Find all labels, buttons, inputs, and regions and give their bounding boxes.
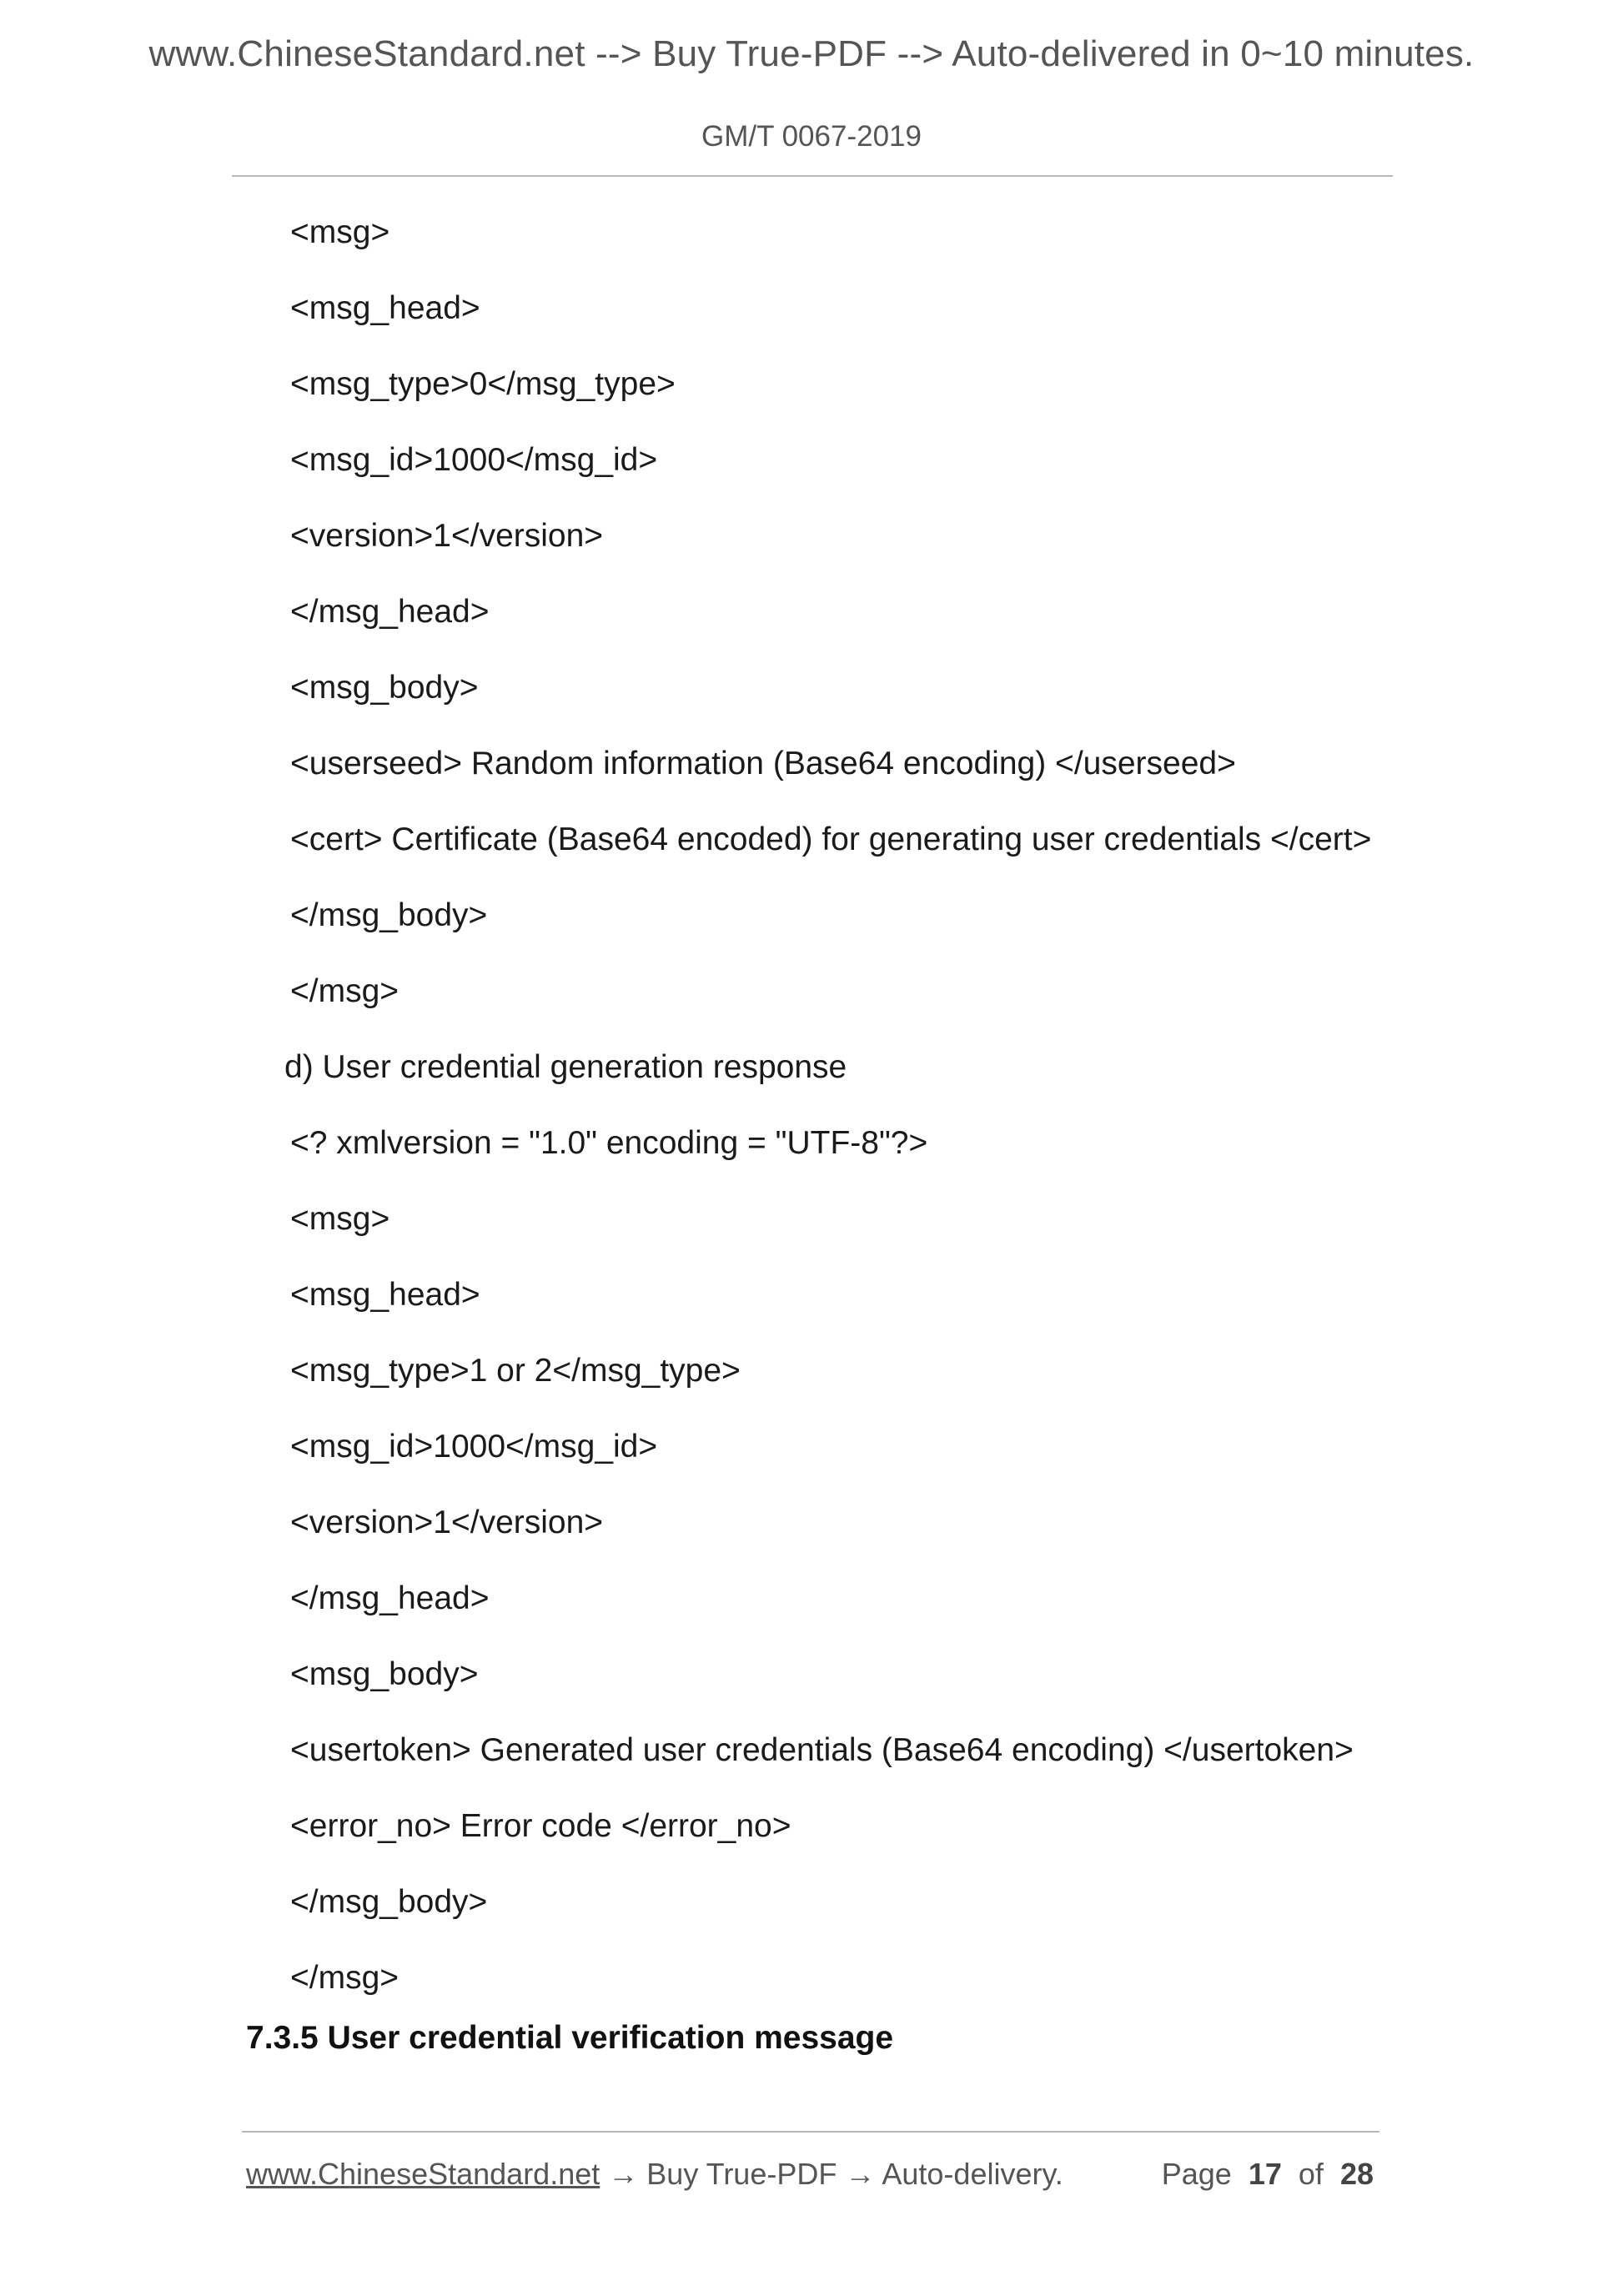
code-line: <msg> [290,214,390,250]
arrow-right-icon: → [608,2157,639,2191]
code-line: <msg_head> [290,1277,480,1313]
code-line: <msg> [290,1201,390,1237]
code-line: <userseed> Random information (Base64 encoding) </userseed> [290,746,1236,781]
code-line: <msg_type>1 or 2</msg_type> [290,1353,741,1389]
code-line: </msg_body> [290,1884,488,1920]
code-line: </msg_head> [290,594,490,630]
of-label: of [1298,2157,1324,2191]
footer-divider [242,2131,1379,2133]
header-divider [232,175,1393,177]
code-line: </msg_head> [290,1580,490,1616]
list-item-d: d) User credential generation response [284,1049,847,1085]
top-banner: www.ChineseStandard.net --> Buy True-PDF --> Auto-delivered in 0~10 minutes. [148,33,1475,74]
code-line: <usertoken> Generated user credentials (Base64 encoding) </usertoken> [290,1732,1354,1768]
section-heading: 7.3.5 User credential verification message [246,2020,894,2056]
footer-delivery-text: Auto-delivery. [882,2157,1063,2191]
page-number: 17 [1248,2157,1282,2191]
page-footer [246,2154,1374,2194]
page-label: Page [1161,2157,1232,2191]
page-indicator [1162,2154,1374,2194]
code-line: <version>1</version> [290,1505,604,1540]
code-line: <cert> Certificate (Base64 encoded) for generating user credentials </cert> [290,821,1372,857]
code-line: <msg_head> [290,290,480,326]
code-line: <msg_body> [290,1656,479,1692]
arrow-right-icon: → [845,2157,876,2191]
footer-buy-text: Buy True-PDF [646,2157,837,2191]
code-line: <msg_id>1000</msg_id> [290,1429,658,1465]
code-line: </msg> [290,973,399,1009]
footer-website-link[interactable]: www.ChineseStandard.net [246,2157,600,2191]
code-line: <msg_id>1000</msg_id> [290,442,658,478]
code-line: <? xmlversion = "1.0" encoding = "UTF-8"?> [290,1125,928,1161]
document-code: GM/T 0067-2019 [701,120,922,153]
code-line: <version>1</version> [290,518,604,554]
code-line: <msg_type>0</msg_type> [290,366,676,402]
total-pages: 28 [1339,2157,1374,2191]
code-line: <error_no> Error code </error_no> [290,1808,791,1844]
code-line: </msg> [290,1960,399,1996]
code-line: </msg_body> [290,897,488,933]
code-line: <msg_body> [290,670,479,706]
